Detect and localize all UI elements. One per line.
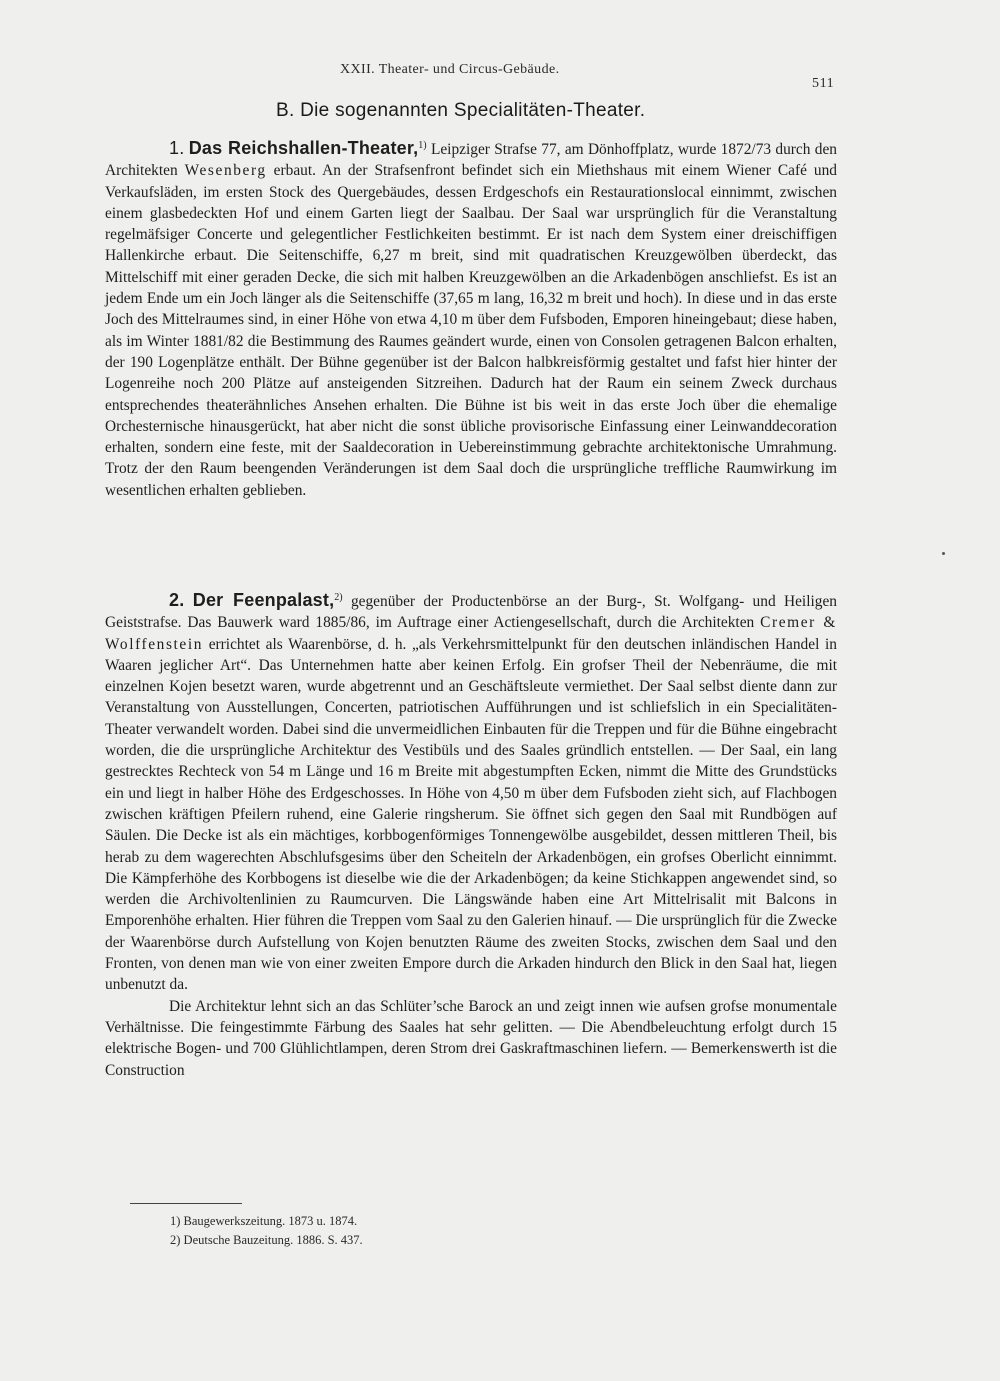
running-head: [0, 62, 1000, 91]
footnote-divider: [130, 1203, 242, 1204]
section-heading: B. Die sogenannten Specialitäten-Theater.: [276, 100, 646, 121]
architect-name: Wesenberg: [184, 162, 267, 180]
architect-name: Cremer & Wolffenstein: [105, 614, 837, 653]
entry-reichshallen-theater: [105, 138, 837, 501]
page-number: 511: [812, 76, 835, 91]
entry-text: Leipziger Strafse 77, am Dönhoffplatz, wurde 1872/73 durch den Architekten: [105, 141, 837, 180]
footnote-mark: 2): [334, 591, 343, 603]
footnote-mark: 1): [418, 139, 427, 151]
entry-paragraph: [105, 590, 837, 996]
entry-feenpalast: [105, 590, 837, 1081]
entry-text: erbaut. An der Strafsenfront befindet sich ein Miethshaus mit einem Wiener Café und Verkaufsläden, im ersten Stock des Quergebäudes, dessen Erdgeschofs ein Restaurationslocal einnimmt, zwischen einem glasbedeckten Hof und einem Garten liegt der Saalbau. Der Saal war ursprünglich für die Veranstaltung regelmäfsiger Concerte und gelegentlicher Festlichkeiten bestimmt. Er ist nach dem System einer dreischiffigen Hallenkirche erbaut. Die Seitenschiffe, 6,27 m breit, sind mit quadratischen Kreuzgewölben überdeckt, das Mittelschiff mit einer geraden Decke, die sich mit halben Kreuzgewölben an die Arkadenbögen anschliefst. Es ist an jedem Ende um ein Joch länger als die Seitenschiffe (37,65 m lang, 16,32 m breit und hoch). In diese und in das erste Joch des Mittelraumes sind, in einer Höhe von etwa 4,10 m über dem Fufsboden, Emporen hineingebaut; diese haben, als im Winter 1881/82 die Bestimmung des Raumes geändert wurde, einen von Consolen getragenen Balcon erhalten, der 190 Logenplätze enthält. Der Bühne gegenüber ist der Balcon halbkreisförmig gestaltet und fafst hier hinter der Logenreihe noch 200 Plätze auf ansteigenden Sitzreihen. Dadurch hat der Raum ein seinem Zweck durchaus entsprechendes theaterähnliches Ansehen erhalten. Die Bühne ist bis weit in das erste Joch über die ehemalige Orchesternische hinausgerückt, hat aber nicht die sonst übliche provisorische Einfassung einer Leinwanddecoration erhalten, sondern eine feste, mit der Saaldecoration in Uebereinstimmung gebrachte architektonische Umrahmung. Trotz der den Raum beengenden Veränderungen ist dem Saal doch die ursprüngliche treffliche Raumwirkung im wesentlichen erhalten geblieben.: [105, 162, 837, 499]
footnote: 1) Baugewerkszeitung. 1873 u. 1874.: [170, 1214, 358, 1228]
entry-text: gegenüber der Productenbörse an der Burg-, St. Wolfgang- und Heiligen Geiststrafse. Das Bauwerk ward 1885/86, im Auftrage einer Actiengesellschaft, durch die Architekten: [105, 593, 837, 632]
footnote: 2) Deutsche Bauzeitung. 1886. S. 437.: [170, 1233, 363, 1247]
entry-number: 2.: [169, 590, 185, 610]
footnotes: [170, 1212, 363, 1250]
entry-continuation-paragraph: Die Architektur lehnt sich an das Schlüter’sche Barock an und zeigt innen wie aufsen grofse monumentale Verhältnisse. Die feingestimmte Färbung des Saales hat sehr gelitten. — Die Abendbeleuchtung erfolgt durch 15 elektrische Bogen- und 700 Glühlichtlampen, deren Strom drei Gaskraftmaschinen liefern. — Bemerkenswerth ist die Construction: [105, 997, 837, 1079]
entry-paragraph: [105, 138, 837, 501]
entry-text: errichtet als Waarenbörse, d. h. „als Verkehrsmittelpunkt für den deutschen inländischen Handel in Waaren jeglicher Art“. Das Unternehmen hatte aber keinen Erfolg. Ein grofser Theil der Nebenräume, die mit einzelnen Kojen besetzt waren, wurde abgetrennt und an Geschäftsleute vermiethet. Der Saal selbst diente dann zur Veranstaltung von Ausstellungen, Concerten, patriotischen Aufführungen und ist schliefslich in ein Specialitäten-Theater verwandelt worden. Dabei sind die unvermeidlichen Einbauten für die Treppen und für die Bühne eingebracht worden, die die ursprüngliche Architektur des Vestibüls und des Saales gründlich entstellen. — Der Saal, ein lang gestrecktes Rechteck von 54 m Länge und 16 m Breite mit abgestumpften Ecken, nimmt die Mitte des Grundstücks ein und liegt in halber Höhe des Erdgeschosses. In Höhe von 4,50 m über dem Fufsboden zieht sich, auf Flachbogen zwischen kräftigen Pfeilern ruhend, eine Galerie ringsherum. Sie öffnet sich gegen den Saal mit Rundbögen auf Säulen. Die Decke ist als ein mächtiges, korbbogenförmiges Tonnengewölbe ausgebildet, dessen mittleren Theil, bis herab zu dem wagerechten Abschlufsgesims über den Scheiteln der Arkadenbögen, ein grofses Oberlicht einnimmt. Die Kämpferhöhe des Korbbogens ist dieselbe wie die der Arkadenbögen; da keine Stichkappen angewendet sind, so werden die Archivoltenlinien zu Raumcurven. Die Längswände haben eine Art Mittelrisalit mit Balcons in Emporenhöhe erhalten. Hier führen die Treppen vom Saal zu den Galerien hinauf. — Die ursprünglich für die Zwecke der Waarenbörse durch Aufstellung von Kojen benutzten Räume des zweiten Stocks, zwischen dem Saal und den Fronten, von denen man wie von einer zweiten Empore durch die Arkaden hindurch den Blick in den Saal hat, liegen unbenutzt da.: [105, 635, 837, 994]
entry-title: Der Feenpalast,: [192, 590, 335, 610]
entry-title: Das Reichshallen-Theater,: [188, 138, 419, 158]
running-head-title: XXII. Theater- und Circus-Gebäude.: [340, 62, 560, 77]
print-speck: [942, 552, 945, 555]
entry-number: 1.: [169, 138, 185, 158]
